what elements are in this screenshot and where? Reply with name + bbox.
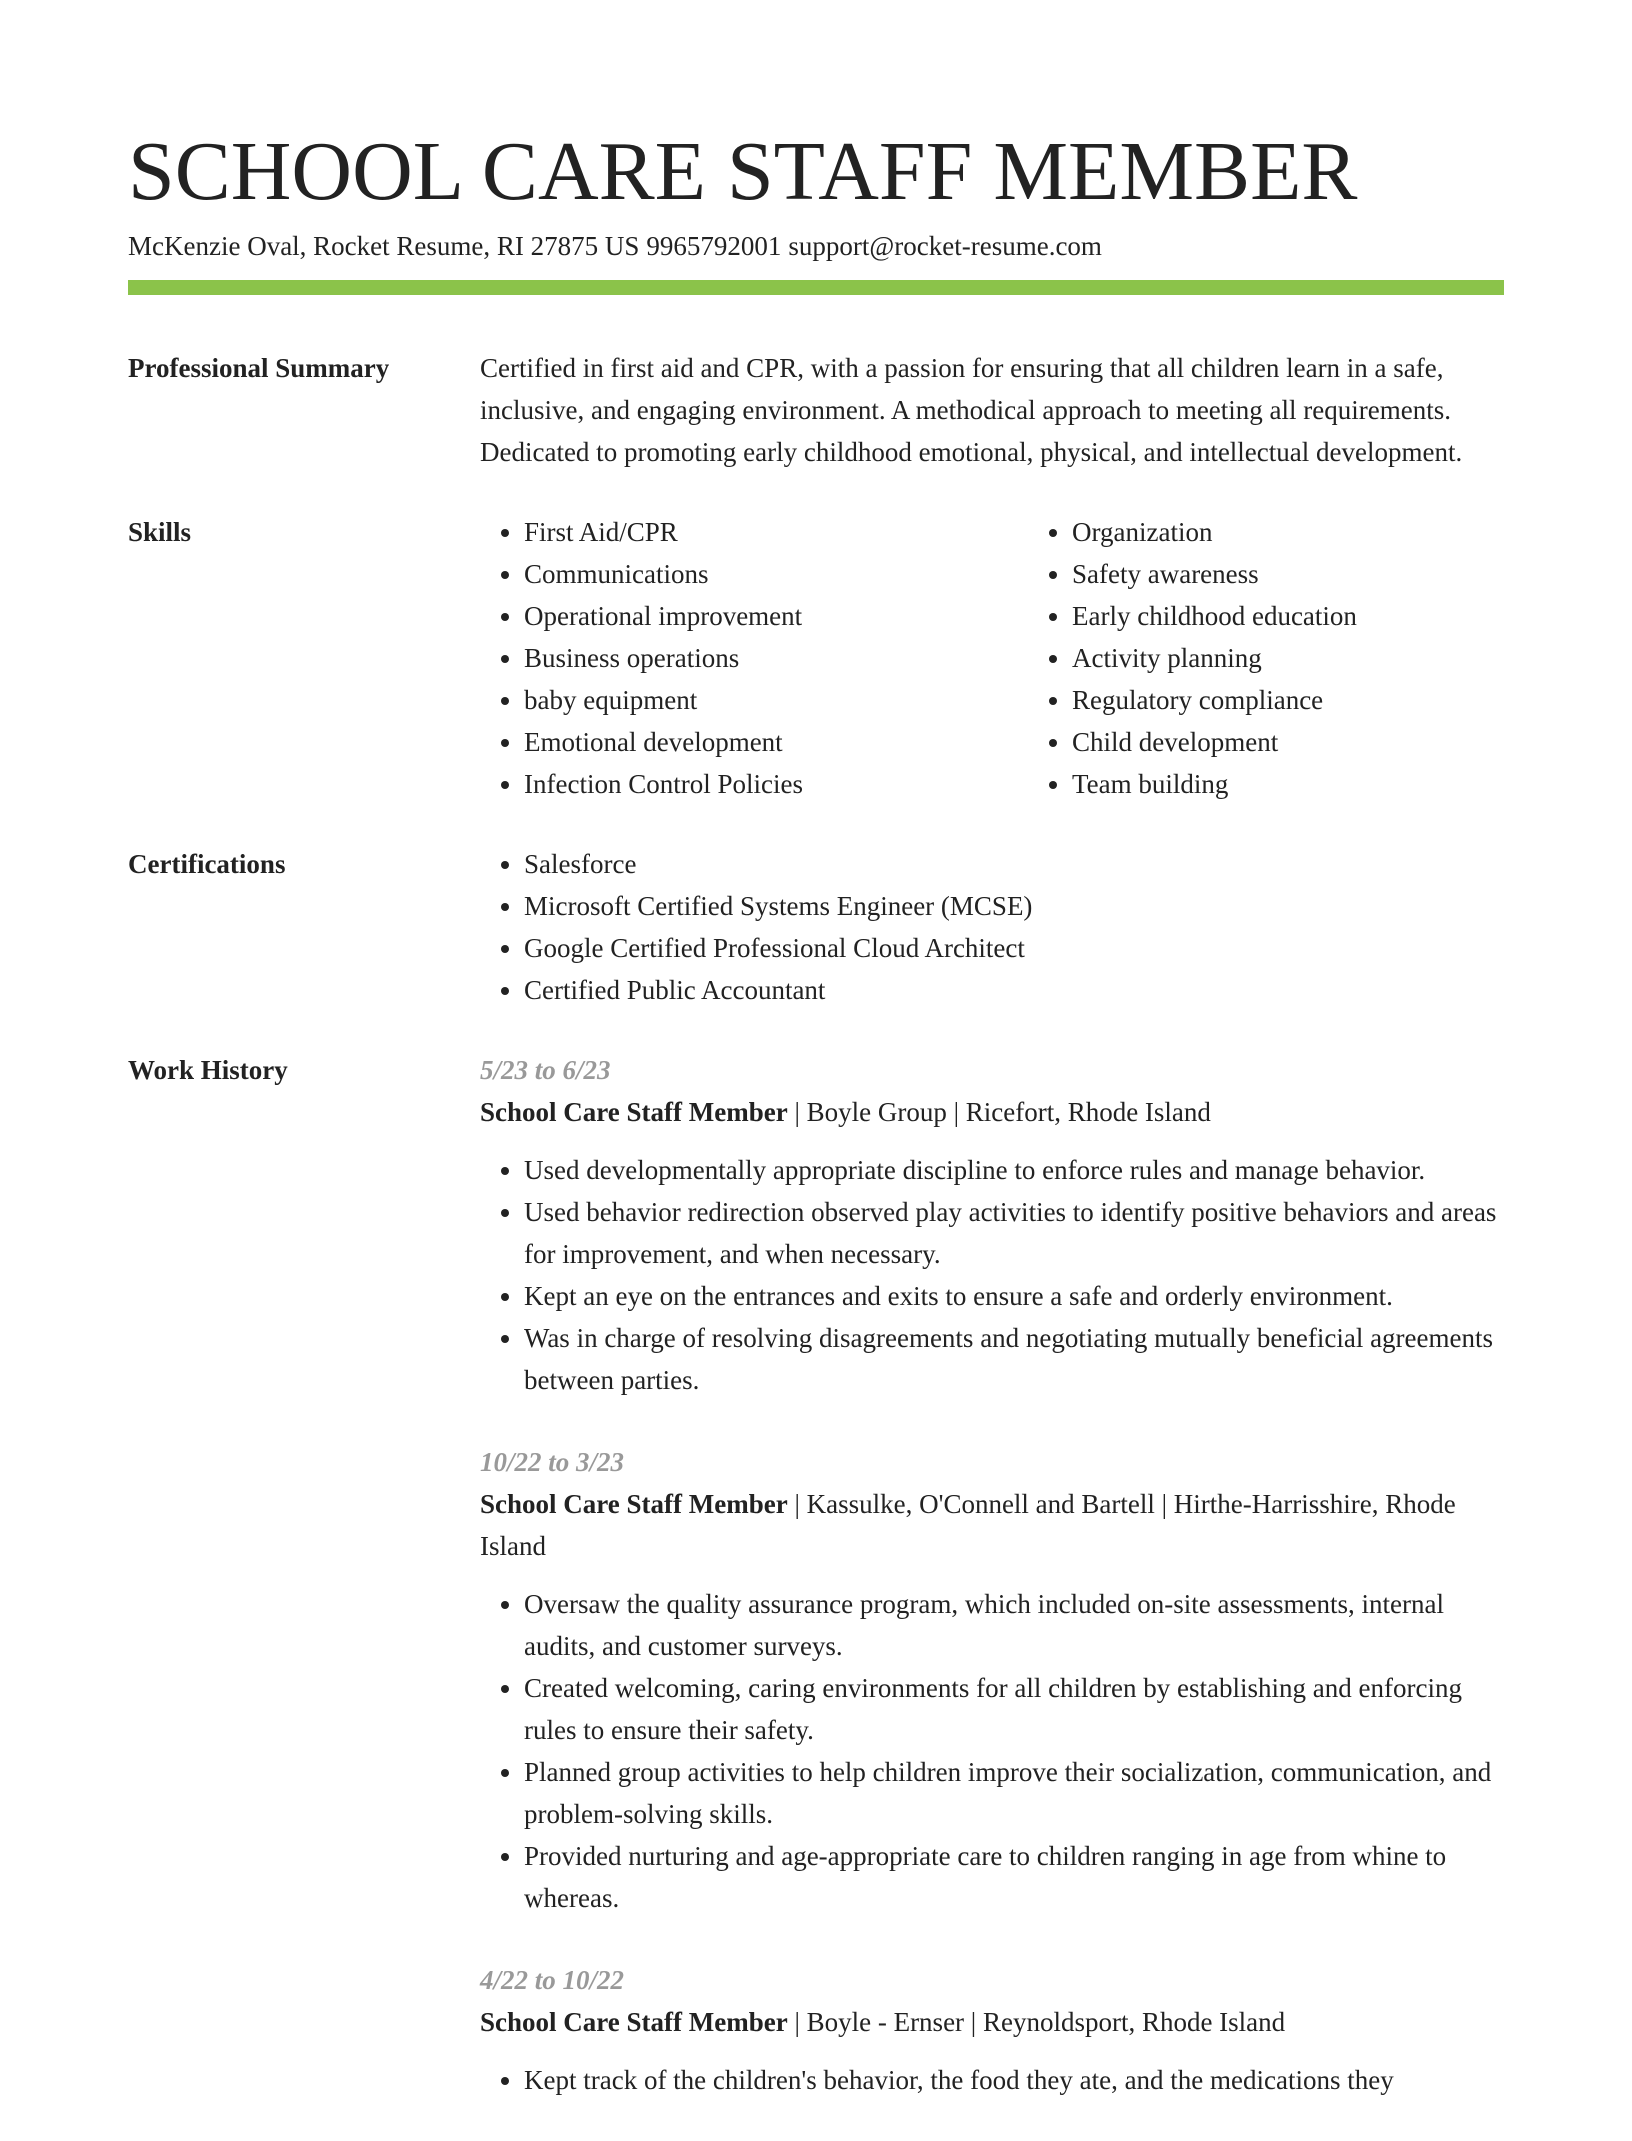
- certification-item: • Certified Public Accountant: [524, 969, 1504, 1011]
- skill-item: • Regulatory compliance: [1072, 679, 1576, 721]
- certifications-section: [128, 843, 1504, 1011]
- certification-item: • Microsoft Certified Systems Engineer (MCSE): [524, 885, 1504, 927]
- skills-section: [128, 511, 1504, 805]
- certifications-list: [480, 843, 1504, 1011]
- job-employer: | Boyle Group | Ricefort, Rhode Island: [787, 1097, 1211, 1127]
- skill-item: • Child development: [1072, 721, 1576, 763]
- job-bullet: • Oversaw the quality assurance program, which included on-site assessments, internal audits, and customer surveys.: [524, 1583, 1504, 1667]
- skill-item: • Safety awareness: [1072, 553, 1576, 595]
- job-bullet: • Created welcoming, caring environments for all children by establishing and enforcing rules to ensure their safety.: [524, 1667, 1504, 1751]
- skill-item: • Organization: [1072, 511, 1576, 553]
- skill-item: • Early childhood education: [1072, 595, 1576, 637]
- skill-item: • Team building: [1072, 763, 1576, 805]
- summary-heading: Professional Summary: [128, 353, 390, 383]
- resume-title: SCHOOL CARE STAFF MEMBER: [128, 125, 1358, 218]
- skill-item: • Emotional development: [524, 721, 1028, 763]
- skill-item: • Communications: [524, 553, 1028, 595]
- certification-item: • Salesforce: [524, 843, 1504, 885]
- contact-email: support@rocket-resume.com: [788, 231, 1102, 261]
- job-dates: 5/23 to 6/23: [480, 1055, 611, 1085]
- job-bullet: • Kept an eye on the entrances and exits to ensure a safe and orderly environment.: [524, 1275, 1504, 1317]
- job-employer: | Kassulke, O'Connell and Bartell | Hirthe-Harrisshire, Rhode Island: [480, 1489, 1456, 1561]
- job-role: School Care Staff Member: [480, 1097, 788, 1127]
- job-header: [480, 1483, 1504, 1567]
- skill-item: • Infection Control Policies: [524, 763, 1028, 805]
- certifications-heading: Certifications: [128, 849, 286, 879]
- job-role: School Care Staff Member: [480, 2007, 788, 2037]
- skill-item: • baby equipment: [524, 679, 1028, 721]
- skill-item: • Business operations: [524, 637, 1028, 679]
- job-bullet: • Provided nurturing and age-appropriate care to children ranging in age from whine to whereas.: [524, 1835, 1504, 1919]
- contact-phone: 9965792001: [646, 231, 782, 261]
- job-bullet: • Kept track of the children's behavior, the food they ate, and the medications they: [524, 2059, 1504, 2101]
- job-bullets: [480, 1149, 1504, 1401]
- job-bullet: • Was in charge of resolving disagreements and negotiating mutually beneficial agreements between parties.: [524, 1317, 1504, 1401]
- job-dates: 10/22 to 3/23: [480, 1447, 625, 1477]
- job-header: [480, 2001, 1504, 2043]
- skills-heading: Skills: [128, 517, 192, 547]
- job-dates: 4/22 to 10/22: [480, 1965, 625, 1995]
- job-role: School Care Staff Member: [480, 1489, 788, 1519]
- job-entry: [480, 1959, 1504, 2101]
- job-entry: [480, 1049, 1504, 1401]
- skills-list-left: [480, 511, 1028, 805]
- summary-text: Certified in first aid and CPR, with a passion for ensuring that all children learn in a safe, inclusive, and engaging environment. A methodical approach to meeting all requirements. Dedicated to promoting early childhood emotional, physical, and intellectual development.: [480, 353, 1463, 467]
- job-bullets: [480, 2059, 1504, 2101]
- job-header: [480, 1091, 1504, 1133]
- summary-section: [128, 347, 1504, 473]
- job-bullets: [480, 1583, 1504, 1919]
- job-bullet: • Planned group activities to help children improve their socialization, communication, and problem-solving skills.: [524, 1751, 1504, 1835]
- skill-item: • Activity planning: [1072, 637, 1576, 679]
- skills-list-right: [1028, 511, 1576, 805]
- skill-item: • First Aid/CPR: [524, 511, 1028, 553]
- resume-page: [128, 0, 1504, 2141]
- work-history-heading: Work History: [128, 1055, 288, 1085]
- work-history-section: [128, 1049, 1504, 2141]
- job-bullet: • Used behavior redirection observed play activities to identify positive behaviors and areas for improvement, and when necessary.: [524, 1191, 1504, 1275]
- header-divider: [128, 280, 1504, 295]
- certification-item: • Google Certified Professional Cloud Architect: [524, 927, 1504, 969]
- job-employer: | Boyle - Ernser | Reynoldsport, Rhode Island: [787, 2007, 1286, 2037]
- contact-line: [128, 226, 1504, 266]
- skill-item: • Operational improvement: [524, 595, 1028, 637]
- contact-address: McKenzie Oval, Rocket Resume, RI 27875 US: [128, 231, 640, 261]
- job-entry: [480, 1441, 1504, 1919]
- job-bullet: • Used developmentally appropriate discipline to enforce rules and manage behavior.: [524, 1149, 1504, 1191]
